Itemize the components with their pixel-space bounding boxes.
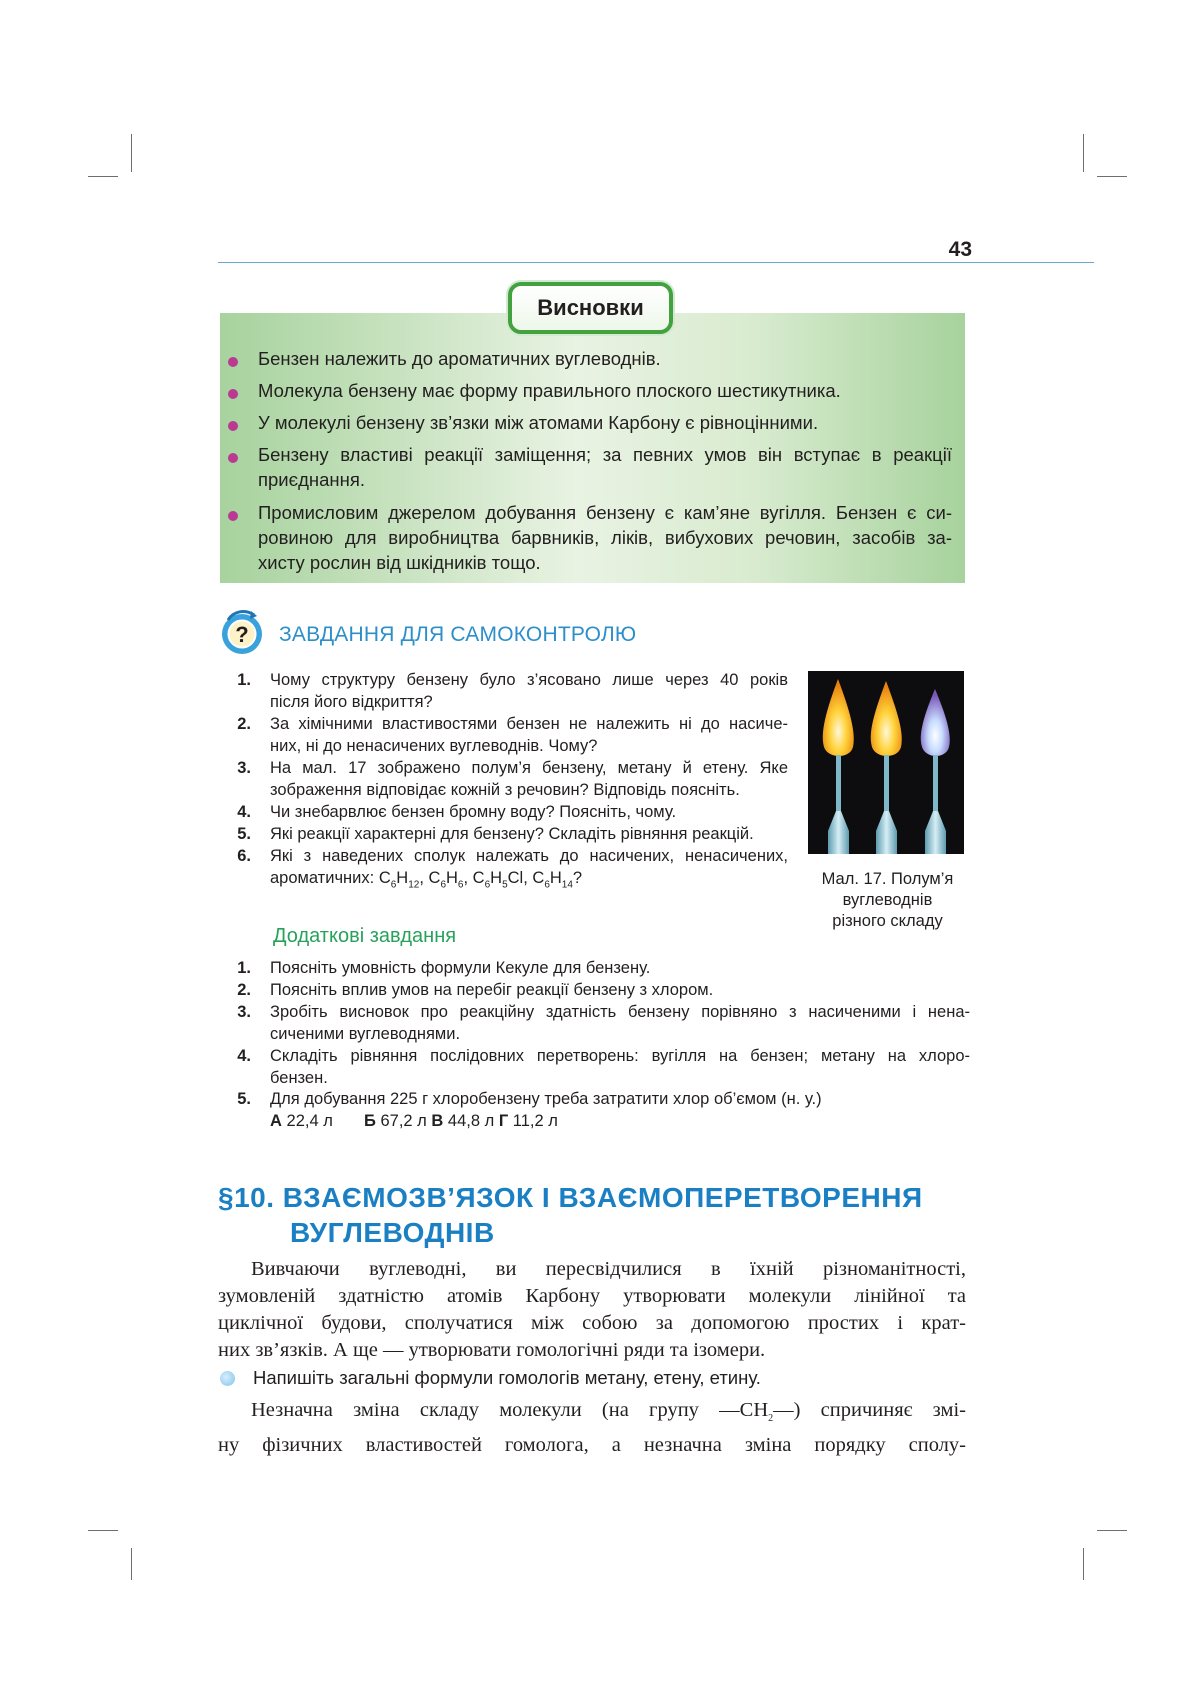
answer-options (270, 1110, 558, 1132)
answer-letter: В (431, 1112, 444, 1130)
question-number: 6. (237, 847, 251, 865)
crop-mark (131, 1548, 132, 1580)
conclusion-item: Бензен належить до ароматичних вуглеводнів. (258, 348, 661, 369)
bullet-icon (228, 453, 238, 463)
task-text: Поясніть вплив умов на перебіг реакції бензену з хлором. (270, 981, 714, 999)
header-rule (218, 262, 1094, 263)
bullet-icon (228, 357, 238, 367)
crop-mark (1083, 1548, 1084, 1580)
answer-value: 67,2 л (380, 1112, 427, 1130)
answer-letter: Б (364, 1112, 376, 1130)
question-number: 3. (237, 759, 251, 777)
page-number: 43 (948, 238, 972, 261)
bullet-icon (228, 511, 238, 521)
task-number: 1. (237, 959, 251, 977)
formula-line: ароматичних: $C_6H_{12}$, $C_6H_6$, $C_6H_5Cl$, $C_6H_{14}$? (270, 869, 583, 891)
bullet-icon (228, 421, 238, 431)
bullet-icon (228, 389, 238, 399)
figure-caption: Мал. 17. Полум’я вуглеводнів різного складу (821, 870, 954, 930)
flame-photo (808, 671, 964, 854)
inline-task: Напишіть загальні формули гомологів метану, етену, етину. (253, 1367, 761, 1388)
conclusions-title: Висновки (508, 282, 673, 334)
question-text: Чому структуру бензену було з’ясовано лише через 40 років після його відкриття? (270, 671, 788, 711)
conclusion-item: У молекулі бензену зв’язки між атомами Карбону є рівноцінними. (258, 412, 819, 433)
question-text: Які з наведених сполук належать до насичених, ненасичених, ароматичних: $C_6H_{12}$, $C_6H_6$, $C_6H_5Cl$, $C_6H_{14}$? (270, 845, 788, 896)
task-text: Для добування 225 г хлоробензену треба затратити хлор об’ємом (н. у.) (270, 1090, 822, 1108)
question-number: 4. (237, 803, 251, 821)
crop-mark (1083, 134, 1084, 172)
task-number: 3. (237, 1003, 251, 1021)
flames-image (808, 671, 964, 854)
crop-mark (88, 1530, 118, 1531)
question-text: За хімічними властивостями бензен не належить ні до насиче- них, ні до ненасичених вуглеводнів. Чому? (270, 715, 788, 755)
body-paragraph: Незначна зміна складу молекули (на групу $—CH_2—$) спричиняє змі- ну фізичних властивостей гомолога, а незначна зміна порядку сполу- (218, 1399, 966, 1457)
answer-value: 11,2 л (512, 1112, 558, 1130)
conclusion-item: Молекула бензену має форму правильного плоского шестикутника. (258, 380, 841, 401)
extra-tasks-heading: Додаткові завдання (273, 925, 457, 947)
task-number: 2. (237, 981, 251, 999)
answer-letter: Г (498, 1112, 509, 1130)
question-text: Які реакції характерні для бензену? Складіть рівняння реакцій. (270, 825, 754, 843)
question-number: 5. (237, 825, 251, 843)
body-paragraph: Вивчаючи вуглеводні, ви пересвідчилися в їхній різноманітності, зумовленій здатністю атомів Карбону утворювати молекули лінійної та циклічної будови, сполучатися між собою за допомогою простих і крат- них зв’язків. А ще — утворювати гомологічні ряди та ізомери. (218, 1258, 966, 1361)
svg-text:?: ? (235, 622, 249, 647)
conclusion-item: Бензену властиві реакції заміщення; за певних умов він вступає в реакції приєднання. (258, 444, 952, 490)
question-circle-icon (218, 608, 266, 656)
crop-mark (1097, 176, 1127, 177)
section-title: §10. ВЗАЄМОЗВ’ЯЗОК І ВЗАЄМОПЕРЕТВОРЕННЯ ВУГЛЕВОДНІВ (218, 1182, 923, 1248)
task-number: 4. (237, 1047, 251, 1065)
question-number: 2. (237, 715, 251, 733)
task-marker-icon (220, 1371, 235, 1386)
crop-mark (131, 134, 132, 172)
task-text: Поясніть умовність формули Кекуле для бензену. (270, 959, 651, 977)
answer-value: 44,8 л (447, 1112, 495, 1130)
crop-mark (88, 176, 118, 177)
question-text: Чи знебарвлює бензен бромну воду? Поясніть, чому. (270, 803, 677, 821)
question-text: На мал. 17 зображено полум’я бензену, метану й етену. Яке зображення відповідає кожній з речовин? Відповідь поясніть. (270, 759, 788, 799)
conclusion-item: Промисловим джерелом добування бензену є кам’яне вугілля. Бензен є си- ровиною для виробництва барвників, ліків, вибухових речовин, засобів за- хисту рослин від шкідників тощо. (258, 502, 952, 573)
answer-value: 22,4 л (286, 1112, 333, 1130)
task-text: Складіть рівняння послідовних перетворень: вугілля на бензен; метану на хлоро- бензен. (270, 1047, 970, 1087)
answer-letter: А (270, 1112, 282, 1130)
self-control-heading: ЗАВДАННЯ ДЛЯ САМОКОНТРОЛЮ (279, 623, 637, 646)
task-number: 5. (237, 1090, 251, 1108)
question-number: 1. (237, 671, 251, 689)
task-text: Зробіть висновок про реакційну здатність бензену порівняно з насиченими і нена- сиченими вуглеводнями. (270, 1003, 970, 1043)
crop-mark (1097, 1530, 1127, 1531)
